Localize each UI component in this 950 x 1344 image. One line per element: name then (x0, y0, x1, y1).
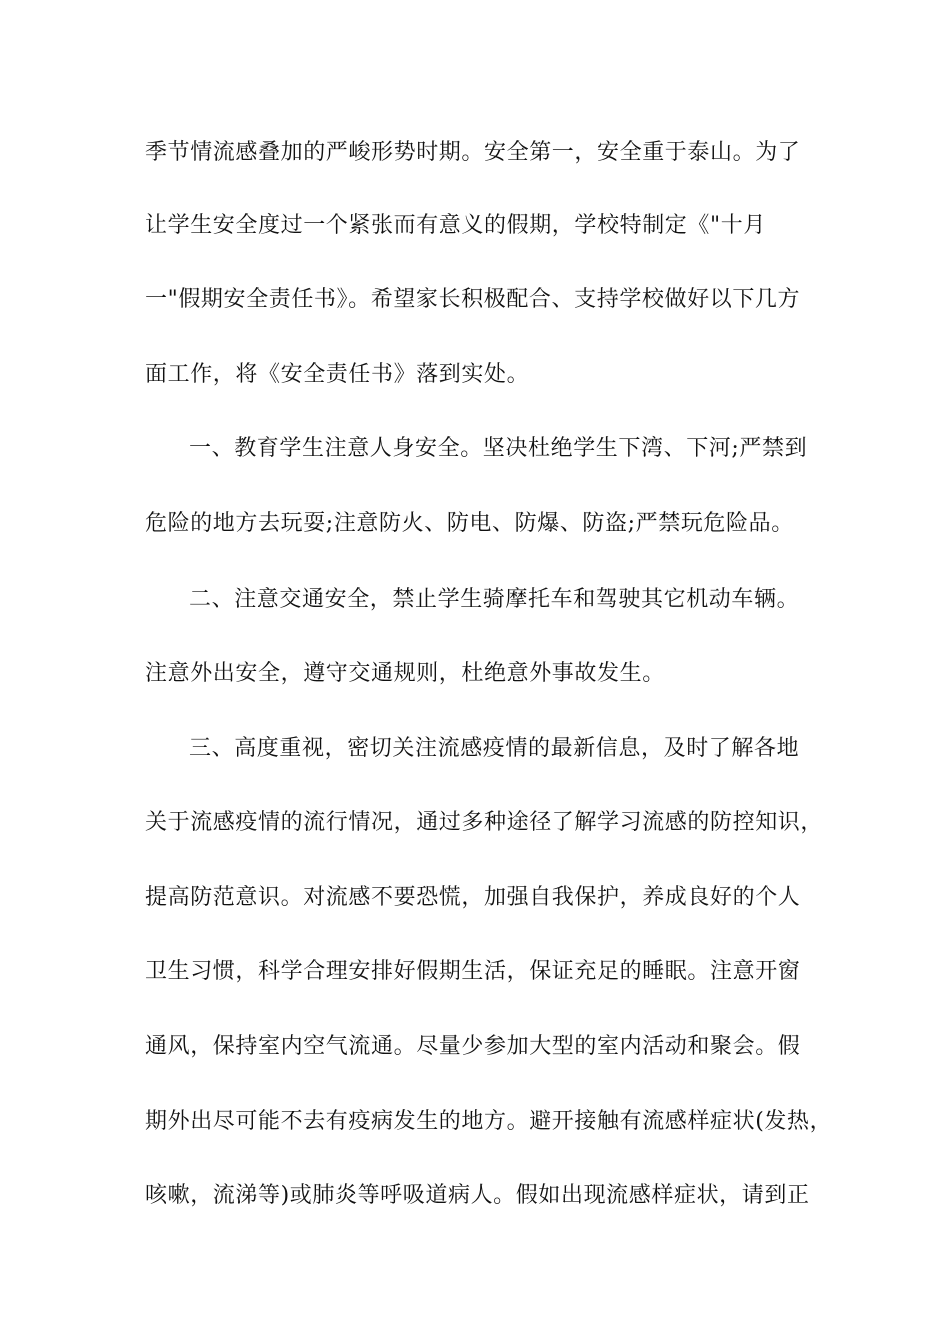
paragraph-1-line-2: 危险的地方去玩耍;注意防火、防电、防爆、防盗;严禁玩危险品。 (145, 511, 794, 536)
text-line-4: 面工作，将《安全责任书》落到实处。 (145, 362, 530, 387)
paragraph-3-line-4: 卫生习惯，科学合理安排好假期生活，保证充足的睡眠。注意开窗 (145, 959, 801, 984)
paragraph-2-line-1: 二、注意交通安全，禁止学生骑摩托车和驾驶其它机动车辆。 (189, 587, 800, 612)
text-line-2: 让学生安全度过一个紧张而有意义的假期，学校特制定《"十月 (145, 213, 766, 238)
paragraph-3-line-5: 通风，保持室内空气流通。尽量少参加大型的室内活动和聚会。假 (145, 1034, 801, 1059)
paragraph-3-line-1: 三、高度重视，密切关注流感疫情的最新信息，及时了解各地 (189, 736, 800, 761)
text-line-1: 季节情流感叠加的严峻形势时期。安全第一，安全重于泰山。为了 (145, 140, 801, 165)
paragraph-2-line-2: 注意外出安全，遵守交通规则，杜绝意外事故发生。 (145, 661, 665, 686)
paragraph-1-line-1: 一、教育学生注意人身安全。坚决杜绝学生下湾、下河;严禁到 (189, 436, 808, 461)
paragraph-3-line-3: 提高防范意识。对流感不要恐慌，加强自我保护，养成良好的个人 (145, 885, 801, 910)
paragraph-3-line-2: 关于流感疫情的流行情况，通过多种途径了解学习流感的防控知识， (145, 810, 824, 835)
paragraph-3-line-6: 期外出尽可能不去有疫病发生的地方。避开接触有流感样症状(发热， (145, 1109, 833, 1134)
paragraph-3-line-7: 咳嗽，流涕等)或肺炎等呼吸道病人。假如出现流感样症状，请到正 (145, 1183, 810, 1208)
text-line-3: 一"假期安全责任书》。希望家长积极配合、支持学校做好以下几方 (145, 287, 801, 312)
